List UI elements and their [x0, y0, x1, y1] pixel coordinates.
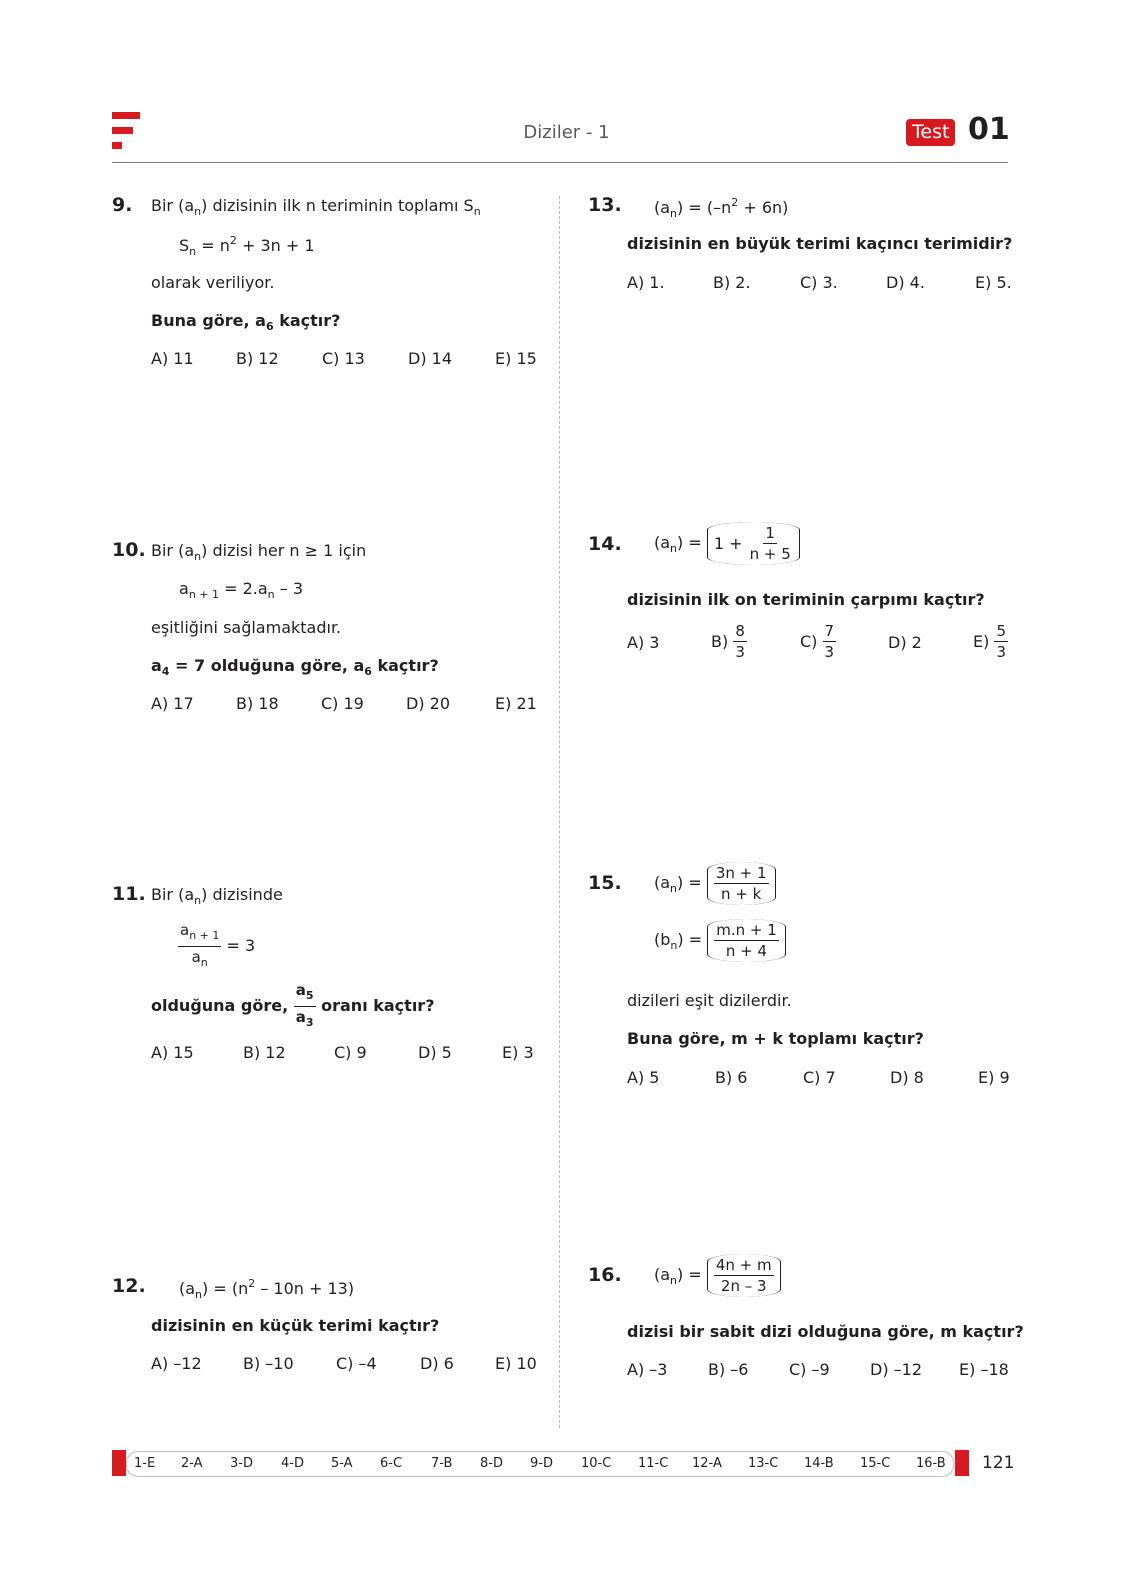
question-ask: dizisinin en büyük terimi kaçıncı terimidir? [627, 234, 1013, 253]
answer-key-item: 3-D [230, 1456, 253, 1471]
option-b[interactable]: B) 12 [243, 1043, 286, 1062]
option-d[interactable]: D) 2 [888, 633, 922, 652]
option-d[interactable]: D) 4. [886, 273, 925, 292]
option-e[interactable]: E) 9 [978, 1068, 1010, 1087]
option-a[interactable]: A) 3 [627, 633, 660, 652]
option-e[interactable]: E) –18 [959, 1360, 1009, 1379]
page-title: Diziler - 1 [523, 122, 610, 143]
formula-a: $(a_n)$ = $\frac{3n + 1}{n + k}$ [654, 862, 776, 905]
answer-key-marker-right [955, 1450, 969, 1476]
question-stem: Bir $(a_n)$ dizisi her n ≥ 1 için [151, 541, 367, 563]
option-a[interactable]: A) 11 [151, 349, 194, 368]
question-number: 14. [588, 533, 622, 555]
question-ask: dizisinin ilk on teriminin çarpımı kaçtır? [627, 590, 985, 609]
option-a[interactable]: A) 17 [151, 694, 194, 713]
question-ask: dizisi bir sabit dizi olduğuna göre, m kaçtır? [627, 1322, 1024, 1341]
option-e[interactable]: E) 5. [975, 273, 1012, 292]
answer-key-item: 1-E [134, 1456, 156, 1471]
option-c[interactable]: C) 9 [334, 1043, 367, 1062]
option-e[interactable]: E) 10 [495, 1354, 537, 1373]
test-badge: Test [906, 119, 955, 146]
answer-key-item: 15-C [860, 1456, 891, 1471]
answer-key-item: 16-B [916, 1456, 946, 1471]
question-ask: olduğuna göre, $\frac{a_5}{a_3}$ oranı kaçtır? [151, 981, 435, 1029]
option-b[interactable]: B) 2. [713, 273, 751, 292]
formula: $a_{n + 1} = 2.a_n - 3$ [179, 579, 303, 601]
question-ask: Buna göre, $a_6$ kaçtır? [151, 311, 341, 333]
answer-key-item: 13-C [748, 1456, 779, 1471]
answer-key-item: 10-C [581, 1456, 612, 1471]
question-number: 12. [112, 1275, 146, 1297]
question-number: 11. [112, 883, 146, 905]
question-stem: Bir $(a_n)$ dizisinde [151, 885, 283, 907]
answer-key-item: 11-C [638, 1456, 669, 1471]
answer-key-item: 9-D [530, 1456, 553, 1471]
answer-key-marker-left [112, 1450, 126, 1476]
answer-key-item: 14-B [804, 1456, 834, 1471]
option-c[interactable]: C) 19 [321, 694, 364, 713]
answer-key-item: 7-B [431, 1456, 453, 1471]
option-b[interactable]: B) –10 [243, 1354, 294, 1373]
header-divider [112, 162, 1008, 163]
formula: $\frac{a_{n + 1}}{a_n}$ = 3 [180, 921, 256, 969]
question-ask: $a_4 = 7$ olduğuna göre, $a_6$ kaçtır? [151, 656, 439, 678]
option-c[interactable]: C) –4 [336, 1354, 377, 1373]
question-number: 15. [588, 872, 622, 894]
option-d[interactable]: D) 5 [418, 1043, 452, 1062]
question-ask: Buna göre, m + k toplamı kaçtır? [627, 1029, 924, 1048]
option-c[interactable]: C) $\frac{7}{3}$ [800, 622, 835, 661]
question-number: 10. [112, 539, 146, 561]
question-stem: Bir $(a_n)$ dizisinin ilk n teriminin toplamı $S_n$ [151, 196, 481, 218]
formula-b: $(b_n)$ = $\frac{m.n + 1}{n + 4}$ [654, 919, 786, 962]
option-a[interactable]: A) –12 [151, 1354, 202, 1373]
formula: $(a_n) = (n^2 - 10n + 13)$ [179, 1277, 355, 1301]
option-c[interactable]: C) 13 [322, 349, 365, 368]
option-e[interactable]: E) 15 [495, 349, 537, 368]
option-b[interactable]: B) 6 [715, 1068, 748, 1087]
formula: $(a_n) = (-n^2 + 6n)$ [654, 196, 789, 220]
option-d[interactable]: D) –12 [870, 1360, 923, 1379]
page-number: 121 [982, 1453, 1015, 1473]
option-a[interactable]: A) 1. [627, 273, 665, 292]
option-e[interactable]: E) 3 [502, 1043, 534, 1062]
option-b[interactable]: B) –6 [708, 1360, 749, 1379]
answer-key-item: 8-D [480, 1456, 503, 1471]
formula: $(a_n) = 1$ + $\frac{1}{n + 5}$ [654, 522, 800, 565]
option-d[interactable]: D) 20 [406, 694, 451, 713]
answer-key-item: 6-C [380, 1456, 403, 1471]
option-c[interactable]: C) 3. [800, 273, 838, 292]
answer-key-item: 12-A [692, 1456, 722, 1471]
option-c[interactable]: C) 7 [803, 1068, 836, 1087]
test-number: 01 [968, 112, 1010, 147]
option-e[interactable]: E) 21 [495, 694, 537, 713]
option-a[interactable]: A) 15 [151, 1043, 194, 1062]
option-d[interactable]: D) 8 [890, 1068, 924, 1087]
answer-key-item: 4-D [281, 1456, 304, 1471]
option-b[interactable]: B) $\frac{8}{3}$ [711, 622, 745, 661]
question-ask: dizisinin en küçük terimi kaçtır? [151, 1316, 440, 1335]
option-a[interactable]: A) 5 [627, 1068, 660, 1087]
option-a[interactable]: A) –3 [627, 1360, 668, 1379]
option-d[interactable]: D) 14 [408, 349, 453, 368]
question-text: eşitliğini sağlamaktadır. [151, 618, 342, 637]
question-text: olarak veriliyor. [151, 273, 275, 292]
option-e[interactable]: E) $\frac{5}{3}$ [973, 622, 1006, 661]
option-c[interactable]: C) –9 [789, 1360, 830, 1379]
question-number: 9. [112, 194, 133, 216]
formula: $S_n = n^2 + 3n + 1$ [179, 234, 315, 258]
formula: $(a_n)$ = $\frac{4n + m}{2n - 3}$ [654, 1254, 781, 1297]
question-number: 13. [588, 194, 622, 216]
option-b[interactable]: B) 12 [236, 349, 279, 368]
answer-key-item: 5-A [331, 1456, 353, 1471]
option-b[interactable]: B) 18 [236, 694, 279, 713]
answer-key-item: 2-A [181, 1456, 203, 1471]
column-divider [559, 196, 560, 1428]
question-text: dizileri eşit dizilerdir. [627, 991, 792, 1010]
question-number: 16. [588, 1264, 622, 1286]
option-d[interactable]: D) 6 [420, 1354, 454, 1373]
